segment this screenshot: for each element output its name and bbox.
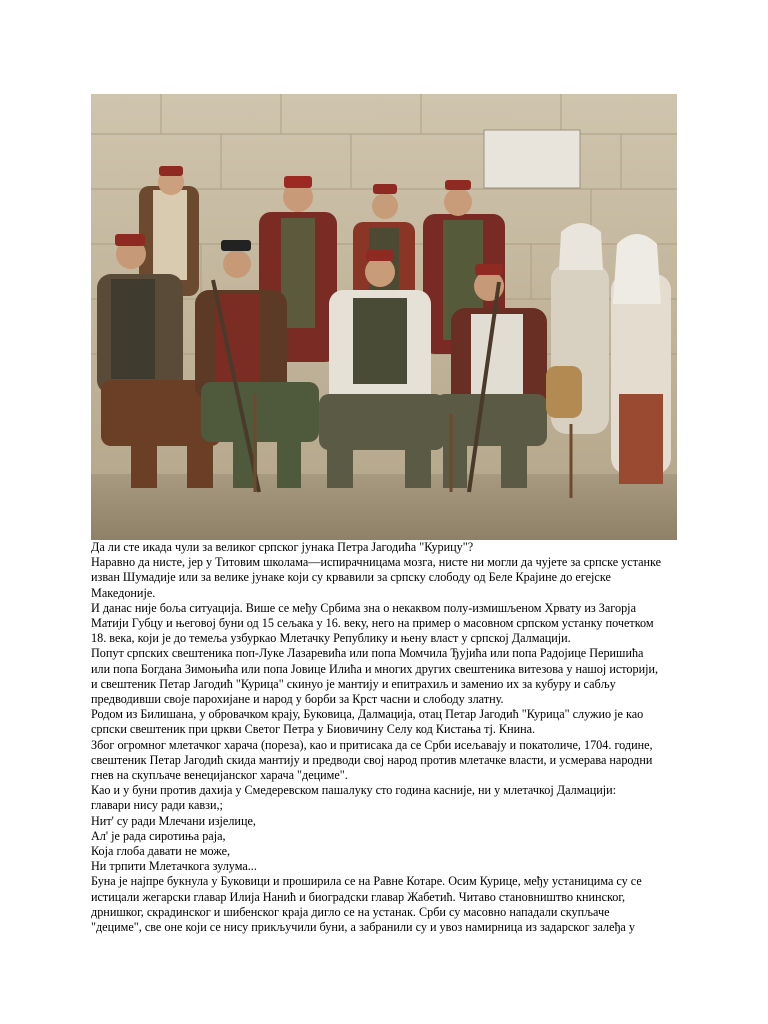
text-line: гнев на скупљаче венецијанског харача "дециме".	[91, 768, 348, 783]
article-text	[91, 540, 691, 935]
poem-line: главари нису ради кавзи,;	[91, 798, 223, 813]
text-line: Буна је најпре букнула у Буковици и проширила се на Равне Котаре. Осим Курице, међу устаницима су се	[91, 874, 642, 889]
text-line: или попа Богдана Зимоњића или попа Јовице Илића и многих других свештеника витезова у нашој историји,	[91, 661, 659, 676]
text-line: свештеник Петар Јагодић скида мантију и предводи свој народ против млетачке власти, и усмерава народни	[91, 752, 653, 767]
text-line: Македоније.	[91, 585, 156, 600]
poem-line: Која глоба давати не може,	[91, 844, 231, 859]
text-line: Матији Губцу и његовој буни од 15 сељака у 16. веку, него на пример о масовном српском устанку почетком	[91, 616, 654, 631]
text-line: И данас није боља ситуација. Више се међу Србима зна о некаквом полу-измишљеном Хрвату из Загорја	[91, 600, 636, 615]
historical-group-photo	[91, 94, 677, 540]
text-line: предводивши своје парохијане и народ у борби за Крст часни и слободу златну.	[91, 692, 504, 707]
text-line: дрнишког, скрадинског и шибенског краја дигло се на устанак. Срби су масовно нападали скупљаче	[91, 904, 610, 919]
text-line: Попут српских свештеника поп-Луке Лазаревића или попа Момчила Ђујића или попа Радојице Перишића	[91, 646, 644, 661]
photo-illustration	[91, 94, 677, 540]
text-line: изван Шумадије или за велике јунаке који су крвавили за српску слободу од Беле Крајине до егејске	[91, 570, 611, 585]
poem-line: Ал' је рада сиротиња раја,	[91, 828, 226, 843]
text-line: Да ли сте икада чули за великог српског јунака Петра Јагодића "Курицу"?	[91, 540, 474, 554]
text-line: и свештеник Петар Јагодић "Курица" скинуо је мантију и епитрахиљ и заменио их за кубуру и сабљу	[91, 676, 616, 691]
text-line: српски свештеник при цркви Светог Петра у Биовичину Селу код Кистања тј. Книна.	[91, 722, 536, 737]
text-line: Родом из Билишана, у обровачком крају, Буковица, Далмација, отац Петар Јагодић "Курица" служио је као	[91, 707, 644, 722]
text-line: 18. века, који је до темеља узбуркао Млетачку Републику и њену власт у српској Далмацији.	[91, 631, 571, 646]
text-line: Наравно да нисте, јер у Титовим школама—испирачницама мозга, нисте ни могли да чујете за српске устанке	[91, 555, 662, 570]
text-line: Као и у буни против дахија у Смедеревском пашалуку сто година касније, ни у млетачкој Далмацији:	[91, 783, 617, 798]
text-line: "дециме", све оне који се нису прикључили буни, а забранили су и увоз намирница из задарског залеђа у	[91, 920, 635, 935]
poem-line: Ни трпити Млетачкога зулума...	[91, 859, 257, 874]
poem-line: Нит' су ради Млечани изјелице,	[91, 813, 256, 828]
text-line: истицали жегарски главар Илија Нанић и биоградски главар Жабетић. Читаво становништво книнског,	[91, 889, 626, 904]
text-line: Због огромног млетачког харача (пореза), као и притисака да се Срби исељавају и покатоличе, 1704. године,	[91, 737, 653, 752]
